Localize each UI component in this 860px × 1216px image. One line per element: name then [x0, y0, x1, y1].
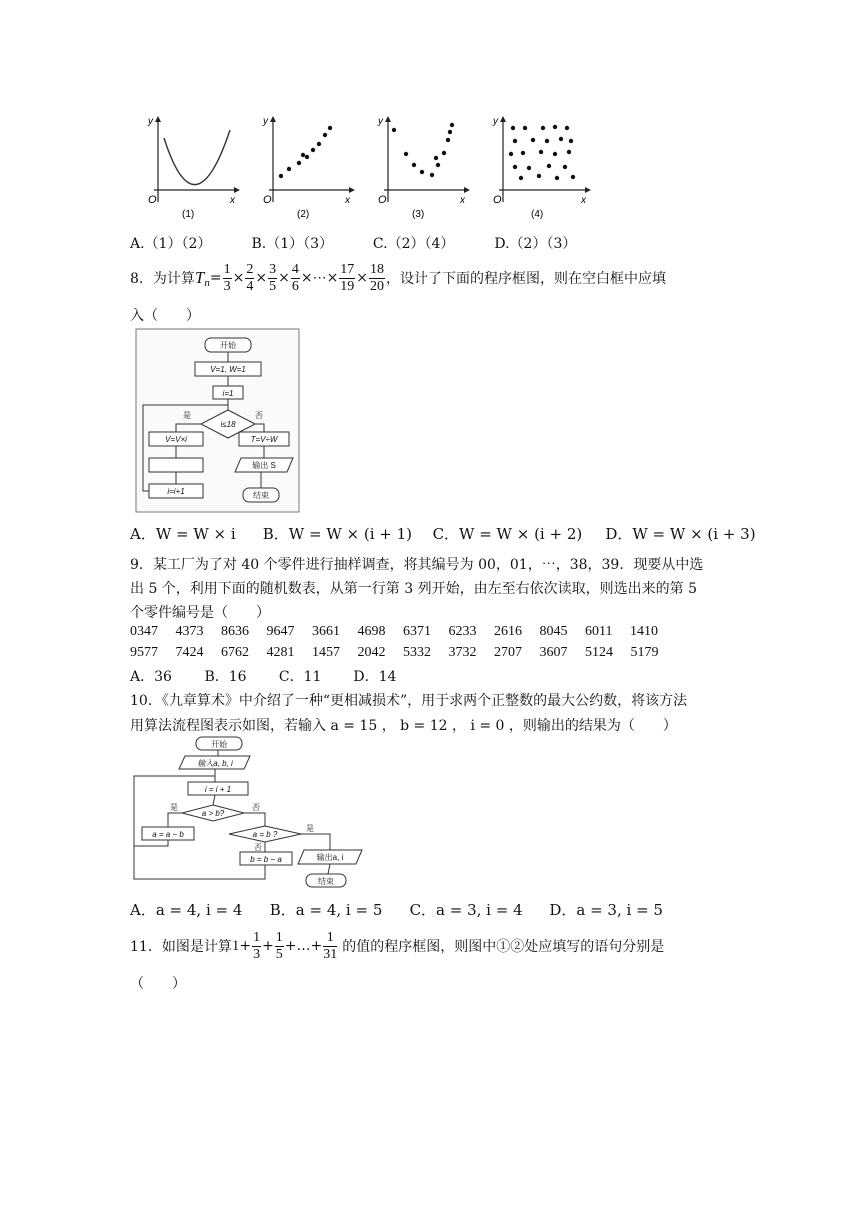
- q9-line-2: 出 5 个，利用下面的随机数表，从第一行第 3 列开始，由左至右依次读取，则选出来的第 5: [130, 581, 697, 597]
- q7-graphs: [140, 110, 600, 225]
- q8-option-a: A．W = W × i: [130, 525, 236, 543]
- q7-option-c: C.（2）（4）: [372, 236, 455, 252]
- q7-option-d: D.（2）（3）: [494, 236, 577, 252]
- q9-option-c: C．11: [278, 669, 322, 685]
- q11-plus: +: [262, 938, 274, 954]
- q7-y-label-4: y: [493, 116, 498, 127]
- q8-frac-2: $\frac{2}{4}$: [246, 261, 254, 294]
- q7-graph-label-1: (1): [182, 209, 195, 220]
- q11-line-2: （ ）: [130, 976, 186, 992]
- q8-option-c: C．W = W × (i + 2): [432, 525, 583, 543]
- q7-x-label-2: x: [345, 195, 350, 206]
- q9-option-b: B．16: [204, 669, 247, 685]
- q10-flow-end-label: 结束: [318, 877, 334, 886]
- q8-flow-i-init-label: i=1: [222, 389, 234, 398]
- q8-stem: [130, 258, 666, 298]
- q8-times: ×: [326, 270, 339, 286]
- q11-dots: …: [296, 938, 311, 954]
- q10-option-d: D．a = 3, i = 5: [549, 901, 663, 919]
- q7-graph-3: [370, 110, 470, 225]
- q8-flow-end-label: 结束: [253, 491, 269, 500]
- q11-frac-3: $\frac{1}{31}$: [323, 929, 338, 962]
- q8-flow-yes-label: 是: [183, 411, 191, 420]
- q10-flow-i-inc-label: i = i + 1: [204, 785, 232, 794]
- q10-flowchart: [130, 734, 365, 894]
- q7-graph-4: [485, 110, 595, 225]
- q8-flow-start-label: 开始: [220, 341, 236, 350]
- q8-option-b: B．W = W × (i + 1): [262, 525, 412, 543]
- q8-times: ×: [278, 270, 290, 286]
- q8-options: [130, 523, 756, 544]
- q7-y-label-1: y: [148, 116, 153, 127]
- q8-frac-4: $\frac{4}{6}$: [291, 261, 299, 294]
- q8-T: T: [194, 268, 205, 287]
- q11-plus: +: [239, 938, 252, 954]
- q7-y-label-3: y: [378, 116, 383, 127]
- q8-flow-blank: [149, 458, 203, 472]
- q8-times: ×: [255, 270, 268, 286]
- q9-line-3: 个零件编号是（ ）: [130, 605, 270, 621]
- q8-prefix: 8．为计算: [130, 271, 195, 287]
- q10-option-b: B．a = 4, i = 5: [269, 901, 383, 919]
- q10-flow-start-label: 开始: [211, 740, 227, 749]
- q11-frac-2: $\frac{1}{5}$: [275, 929, 283, 962]
- q10-option-a: A．a = 4, i = 4: [130, 901, 243, 919]
- q11-plus: +: [284, 938, 297, 954]
- q8-flow-init-label: V=1, W=1: [210, 365, 246, 374]
- q8-times: ×: [300, 270, 313, 286]
- q9-option-a: A．36: [130, 669, 172, 685]
- q7-graph-label-3: (3): [412, 209, 425, 220]
- q10-flow-input-label: 输入a, b, i: [197, 759, 233, 768]
- q8-suffix: ，设计了下面的程序框图，则在空白框中应填: [386, 271, 667, 287]
- q11-stem: [130, 926, 664, 966]
- q7-graph-1: [140, 110, 240, 225]
- q9-option-d: D．14: [353, 669, 397, 685]
- q11-plus: +: [310, 938, 323, 954]
- q10-option-c: C．a = 3, i = 4: [409, 901, 523, 919]
- q8-flow-no-label: 否: [255, 411, 263, 420]
- q10-flow-output-label: 输出a, i: [316, 853, 344, 862]
- q8-frac-1: $\frac{1}{3}$: [223, 261, 231, 294]
- q7-x-label-3: x: [460, 195, 465, 206]
- q8-times: ×: [356, 270, 369, 286]
- q10-flow-b-sub-label: b = b − a: [250, 855, 282, 864]
- q7-x-label-4: x: [581, 195, 586, 206]
- q7-graph-label-2: (2): [297, 209, 310, 220]
- q11-one: 1: [231, 937, 240, 954]
- q8-eq: =: [209, 270, 222, 286]
- q7-option-a: A.（1）（2）: [130, 236, 212, 252]
- q10-flow-cond1-label: a > b?: [201, 809, 225, 818]
- q9-line-1: 9．某工厂为了对 40 个零件进行抽样调查，将其编号为 00，01，⋯，38，39．现要从中选: [130, 557, 704, 573]
- q9-random-row-2: 9577 7424 6762 4281 1457 2042 5332 3732 2707 3607 5124 5179: [130, 645, 659, 660]
- q8-option-d: D．W = W × (i + 3): [605, 525, 756, 543]
- q7-x-label-1: x: [230, 195, 235, 206]
- q7-origin-4: O: [493, 194, 502, 206]
- q10-options: [130, 899, 663, 920]
- q8-dots: ⋯: [312, 270, 327, 286]
- q7-origin-3: O: [378, 194, 387, 206]
- q10-flow-no2-label: 否: [254, 843, 262, 852]
- q9-options: [130, 666, 396, 686]
- q7-graph-2: [255, 110, 355, 225]
- q8-flow-v-update-label: V=V×i: [165, 435, 187, 444]
- q10-flow-yes-label: 是: [170, 803, 178, 812]
- q7-options: [130, 233, 576, 253]
- q7-graph-label-4: (4): [531, 209, 544, 220]
- q8-frac-6: $\frac{18}{20}$: [370, 261, 385, 294]
- q8-times: ×: [232, 270, 245, 286]
- q10-flow-yes2-label: 是: [306, 824, 314, 833]
- q8-flow-output-label: 输出 S: [252, 461, 276, 470]
- q8-frac-3: $\frac{3}{5}$: [269, 261, 277, 294]
- q10-line-1: 10．《九章算术》中介绍了一种“更相减损术”，用于求两个正整数的最大公约数，将该方法: [130, 693, 688, 709]
- q7-origin-1: O: [148, 194, 157, 206]
- q10-flow-cond2-label: a = b ?: [252, 830, 278, 839]
- q11-prefix: 11．如图是计算: [130, 939, 232, 955]
- q8-flow-cond-label: i≤18: [220, 420, 236, 429]
- q10-line-2: 用算法流程图表示如图，若输入 a = 15 ， b = 12 ， i = 0 ，则输出的结果为（ ）: [130, 718, 677, 734]
- q8-frac-5: $\frac{17}{19}$: [340, 261, 355, 294]
- q7-origin-2: O: [263, 194, 272, 206]
- q8-flow-i-inc-label: i=i+1: [167, 487, 185, 496]
- q10-flow-a-sub-label: a = a − b: [152, 830, 184, 839]
- q7-y-label-2: y: [263, 116, 268, 127]
- q9-random-row-1: 0347 4373 8636 9647 3661 4698 6371 6233 2616 8045 6011 1410: [130, 624, 658, 639]
- q7-option-b: B.（1）（3）: [251, 236, 334, 252]
- q8-suffix2: 入（ ）: [130, 308, 200, 324]
- q8-flow-t-calc-label: T=V÷W: [250, 435, 278, 444]
- q8-T-sub: n: [204, 277, 210, 289]
- q11-frac-1: $\frac{1}{3}$: [253, 929, 261, 962]
- q10-flow-no-label: 否: [252, 803, 260, 812]
- q11-suffix: 的值的程序框图，则图中①②处应填写的语句分别是: [342, 939, 665, 955]
- q8-flowchart: [135, 328, 300, 513]
